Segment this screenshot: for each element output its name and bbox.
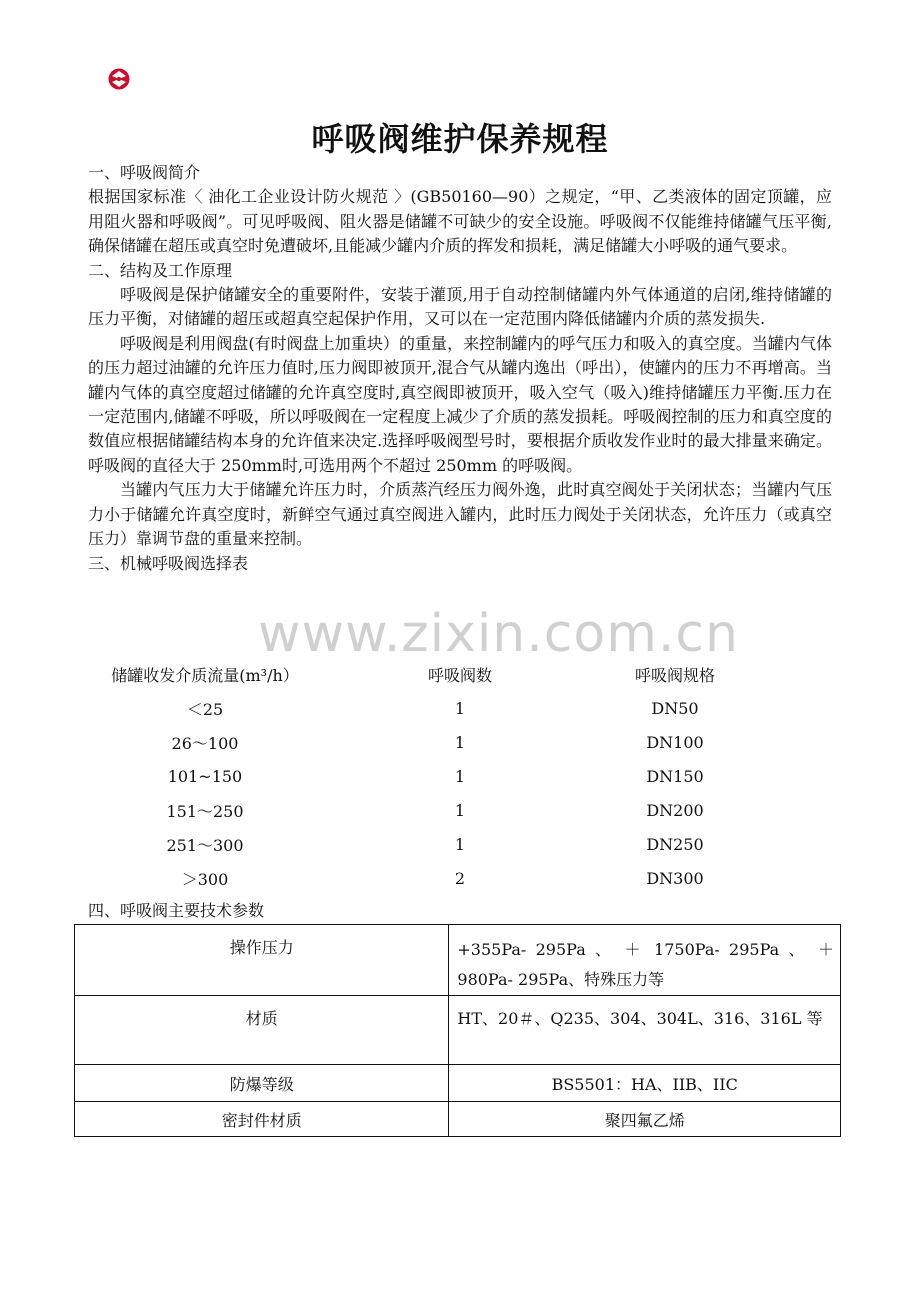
table-row xyxy=(75,1065,841,1102)
section-heading: 二、结构及工作原理 xyxy=(88,260,233,280)
selection-table xyxy=(80,657,760,895)
paragraph: 当罐内气压力大于储罐允许压力时，介质蒸汽经压力阀外逸，此时真空阀处于关闭状态；当罐内气压力小于储罐允许真空度时，新鲜空气通过真空阀进入罐内，此时压力阀处于关闭状态，允许压力（或真空压力）靠调节盘的重量来控制。 xyxy=(88,480,832,549)
table-cell: 26～100 xyxy=(171,733,239,753)
parameters-table xyxy=(74,924,841,1137)
table-cell: DN250 xyxy=(646,834,704,854)
table-row xyxy=(80,827,760,861)
table-cell: 251～300 xyxy=(166,835,244,855)
company-logo-icon xyxy=(108,67,130,91)
table-row xyxy=(80,861,760,895)
param-value: +355Pa- 295Pa 、 ＋ 1750Pa- 295Pa 、 ＋ 980Pa- 295Pa、特殊压力等 xyxy=(449,925,841,996)
table-cell: DN100 xyxy=(646,732,704,752)
table-cell: DN200 xyxy=(646,800,704,820)
table-header-row xyxy=(80,657,760,691)
table-cell: 2 xyxy=(454,868,466,888)
table-cell: 1 xyxy=(454,800,466,820)
table-cell: 1 xyxy=(454,766,466,786)
param-value: BS5501：HA、IIB、IIC xyxy=(449,1065,841,1102)
table-row xyxy=(75,1102,841,1137)
table-cell: 1 xyxy=(454,698,466,718)
table-row xyxy=(80,793,760,827)
table-cell: ＞300 xyxy=(181,869,229,889)
table-cell: 1 xyxy=(454,732,466,752)
param-value: 聚四氟乙烯 xyxy=(449,1102,841,1137)
watermark: www.zixin.com.cn xyxy=(258,604,739,664)
param-value: HT、20＃、Q235、304、304L、316、316L 等 xyxy=(449,996,841,1065)
table-cell: DN150 xyxy=(646,766,704,786)
table-row xyxy=(80,725,760,759)
table-row xyxy=(80,691,760,725)
param-label: 材质 xyxy=(75,996,449,1065)
table-row xyxy=(80,759,760,793)
table-cell: DN50 xyxy=(651,698,699,718)
table-row xyxy=(75,996,841,1065)
section-heading: 三、机械呼吸阀选择表 xyxy=(88,553,249,573)
section-heading: 一、呼吸阀简介 xyxy=(88,163,201,182)
table-cell: 101~150 xyxy=(167,766,243,786)
param-label: 操作压力 xyxy=(75,925,449,996)
document-body xyxy=(88,161,832,576)
section-heading: 四、呼吸阀主要技术参数 xyxy=(88,901,265,920)
table-cell: ＜25 xyxy=(186,699,224,719)
paragraph: 呼吸阀是保护储罐安全的重要附件，安装于灌顶,用于自动控制储罐内外气体通道的启闭,维持储罐的压力平衡，对储罐的超压或超真空起保护作用，又可以在一定范围内降低储罐内介质的蒸发损失. xyxy=(88,285,832,329)
param-label: 密封件材质 xyxy=(75,1102,449,1137)
table-cell: 151～250 xyxy=(166,801,244,821)
table-header: 呼吸阀数 xyxy=(427,665,492,685)
document-title: 呼吸阀维护保养规程 xyxy=(311,120,609,158)
param-label: 防爆等级 xyxy=(75,1065,449,1102)
table-row xyxy=(75,925,841,996)
table-cell: DN300 xyxy=(646,868,704,888)
paragraph: 根据国家标准〈 油化工企业设计防火规范 〉(GB50160—90）之规定，“甲、乙类液体的固定顶罐，应用阻火器和呼吸阀”。可见呼吸阀、阻火器是储罐不可缺少的安全设施。呼吸阀不仅能维持储罐气压平衡,确保储罐在超压或真空时免遭破坏,且能减少罐内介质的挥发和损耗，满足储罐大小呼吸的通气要求。 xyxy=(88,187,832,256)
table-cell: 1 xyxy=(454,834,466,854)
paragraph: 呼吸阀是利用阀盘(有时阀盘上加重块）的重量，来控制罐内的呼气压力和吸入的真空度。当罐内气体的压力超过油罐的允许压力值时,压力阀即被顶开,混合气从罐内逸出（呼出），使罐内的压力不再增高。当罐内气体的真空度超过储罐的允许真空度时,真空阀即被顶开，吸入空气（吸入)维持储罐压力平衡.压力在一定范围内,储罐不呼吸，所以呼吸阀在一定程度上减少了介质的蒸发损耗。呼吸阀控制的压力和真空度的数值应根据储罐结构本身的允许值来决定.选择呼吸阀型号时，要根据介质收发作业时的最大排量来确定。呼吸阀的直径大于 250mm时,可选用两个不超过 250mm 的呼吸阀。 xyxy=(88,333,832,475)
table-header: 呼吸阀规格 xyxy=(634,665,715,685)
table-header: 储罐收发介质流量(m³/h） xyxy=(111,665,299,685)
